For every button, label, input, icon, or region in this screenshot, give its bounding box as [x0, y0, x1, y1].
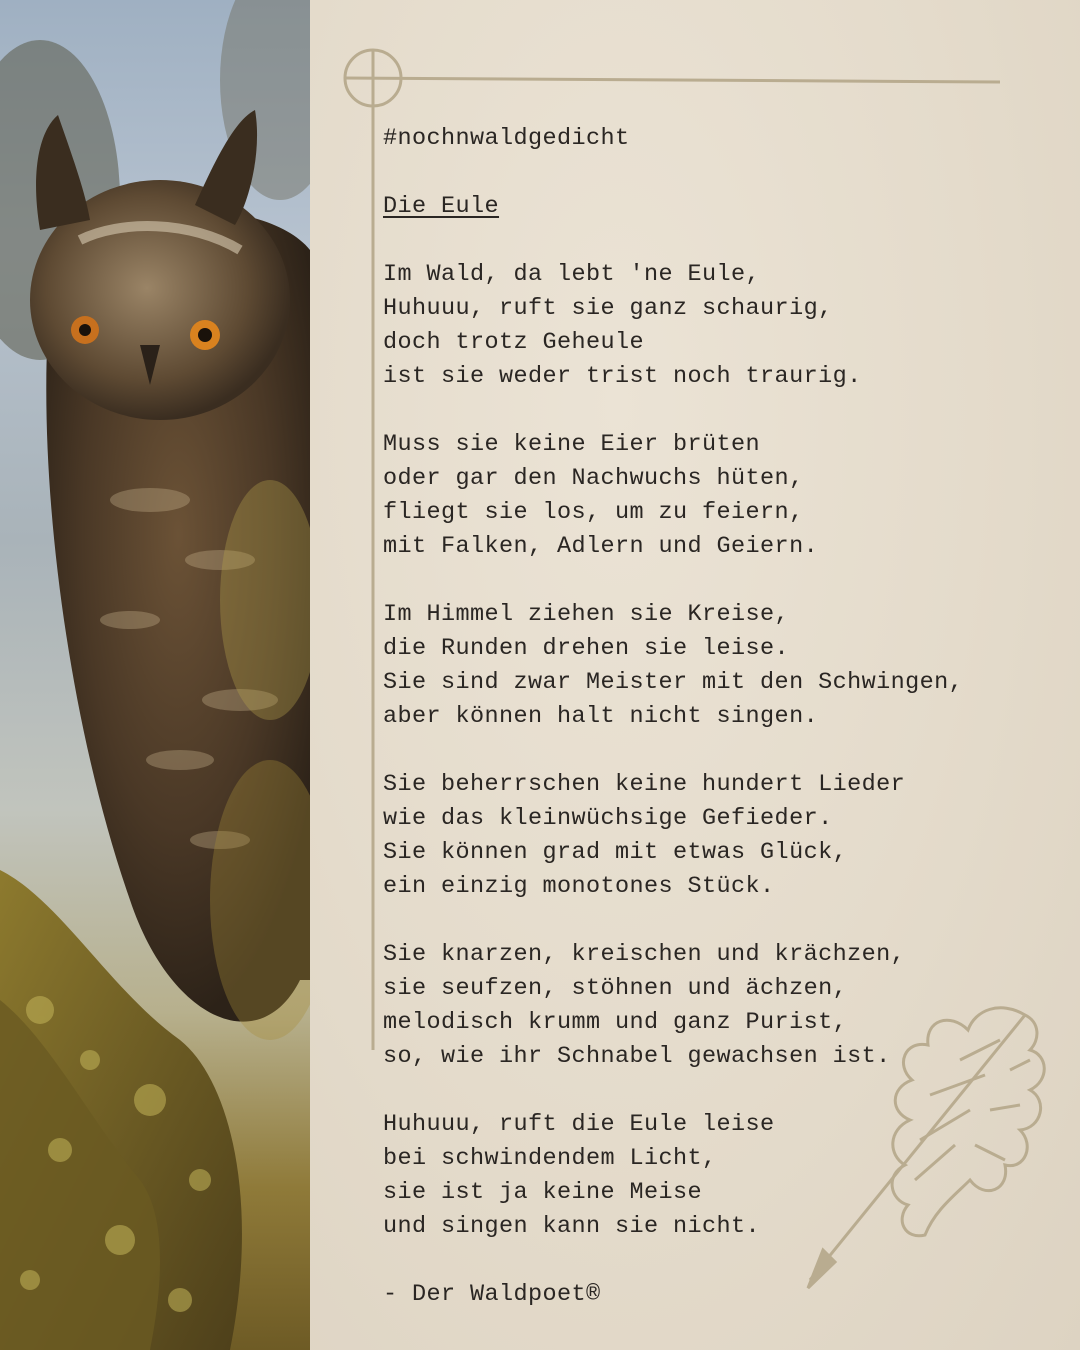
poem-line: Im Himmel ziehen sie Kreise,: [383, 601, 790, 628]
poem-line: sie seufzen, stöhnen und ächzen,: [383, 975, 848, 1002]
stanza-3: [383, 598, 1043, 734]
poem-line: Sie können grad mit etwas Glück,: [383, 839, 848, 866]
poem-line: und singen kann sie nicht.: [383, 1213, 761, 1240]
poem-line: fliegt sie los, um zu feiern,: [383, 499, 804, 526]
poem-line: ist sie weder trist noch traurig.: [383, 363, 862, 390]
poem-line: Huhuuu, ruft die Eule leise: [383, 1111, 775, 1138]
stanza-6: [383, 1108, 1043, 1244]
stanza-2: [383, 428, 1043, 564]
stanza-1: [383, 258, 1043, 394]
poem-text: [383, 122, 1043, 1312]
poem-line: wie das kleinwüchsige Gefieder.: [383, 805, 833, 832]
poem-line: Sie sind zwar Meister mit den Schwingen,: [383, 669, 964, 696]
poem-line: Sie knarzen, kreischen und krächzen,: [383, 941, 906, 968]
poem-title: Die Eule: [383, 193, 500, 220]
poem-line: sie ist ja keine Meise: [383, 1179, 703, 1206]
poem-line: Im Wald, da lebt 'ne Eule,: [383, 261, 761, 288]
poem-line: oder gar den Nachwuchs hüten,: [383, 465, 804, 492]
poem-line: so, wie ihr Schnabel gewachsen ist.: [383, 1043, 891, 1070]
poem-line: Huhuuu, ruft sie ganz schaurig,: [383, 295, 833, 322]
poem-line: Sie beherrschen keine hundert Lieder: [383, 771, 906, 798]
stanza-5: [383, 938, 1043, 1074]
poem-line: mit Falken, Adlern und Geiern.: [383, 533, 819, 560]
poem-line: die Runden drehen sie leise.: [383, 635, 790, 662]
signature: - Der Waldpoet®: [383, 1281, 601, 1308]
hashtag: #nochnwaldgedicht: [383, 125, 630, 152]
poem-line: bei schwindendem Licht,: [383, 1145, 717, 1172]
poem-line: aber können halt nicht singen.: [383, 703, 819, 730]
stanza-4: [383, 768, 1043, 904]
poem-line: doch trotz Geheule: [383, 329, 645, 356]
poem-line: ein einzig monotones Stück.: [383, 873, 775, 900]
poem-line: Muss sie keine Eier brüten: [383, 431, 761, 458]
poem-line: melodisch krumm und ganz Purist,: [383, 1009, 848, 1036]
